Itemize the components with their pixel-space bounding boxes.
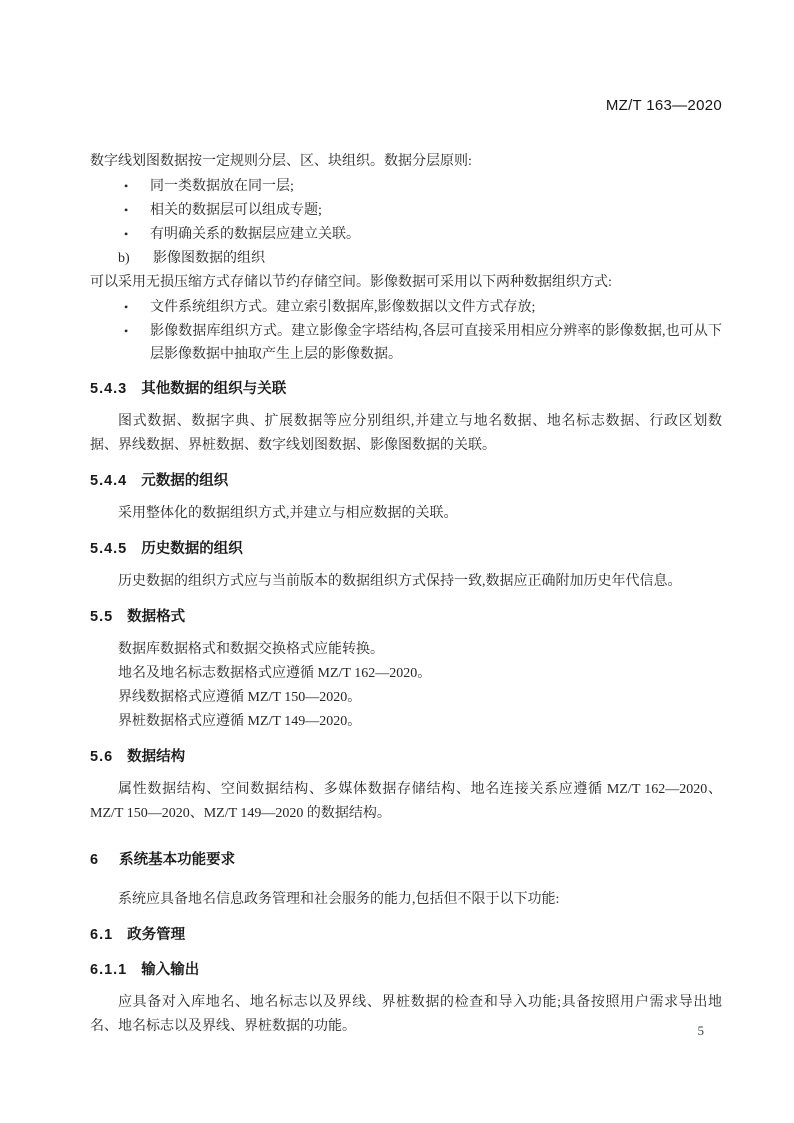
section-heading-5.4.4 [90, 470, 722, 493]
bullet-list-item [90, 223, 722, 246]
section-heading-6.1 [90, 924, 722, 947]
list-item-text: 相关的数据层可以组成专题; [150, 203, 322, 218]
bullet-icon: • [124, 324, 129, 338]
bullet-icon: • [124, 179, 129, 193]
heading-title: 历史数据的组织 [141, 541, 243, 557]
bullet-list-item [90, 296, 722, 319]
list-item-text: 有明确关系的数据层应建立关联。 [150, 227, 360, 242]
list-item-text: 同一类数据放在同一层; [150, 179, 294, 194]
paragraph: 属性数据结构、空间数据结构、多媒体数据存储结构、地名连接关系应遵循 MZ/T 162—2020、MZ/T 150—2020、MZ/T 149—2020 的数据结构。 [90, 782, 722, 821]
section-heading-6 [90, 849, 722, 872]
page-number: 5 [697, 1023, 704, 1038]
heading-title: 系统基本功能要求 [119, 852, 236, 868]
section-heading-5.6 [90, 746, 722, 769]
bullet-list-item [90, 320, 722, 366]
paragraph: 数字线划图数据按一定规则分层、区、块组织。数据分层原则: [90, 154, 472, 169]
list-item-text: 影像图数据的组织 [153, 251, 265, 266]
heading-title: 数据结构 [127, 749, 186, 765]
heading-title: 数据格式 [127, 609, 186, 625]
bullet-icon: • [124, 227, 129, 241]
heading-number: 5.5 [90, 609, 114, 625]
bullet-icon: • [124, 203, 129, 217]
section-heading-5.4.5 [90, 538, 722, 561]
paragraph: 应具备对入库地名、地名标志以及界线、界桩数据的检查和导入功能;具备按照用户需求导出地名、地名标志以及界线、界桩数据的功能。 [90, 995, 722, 1034]
list-item-text: 文件系统组织方式。建立索引数据库,影像数据以文件方式存放; [150, 300, 536, 315]
heading-title: 政务管理 [127, 927, 186, 943]
list-item-text: 影像数据库组织方式。建立影像金字塔结构,各层可直接采用相应分辨率的影像数据,也可从下层影像数据中抽取产生上层的影像数据。 [150, 324, 722, 362]
heading-number: 5.4.5 [90, 541, 128, 557]
list-marker: b) [118, 251, 130, 266]
paragraph: 界桩数据格式应遵循 MZ/T 149—2020。 [118, 714, 362, 729]
paragraph: 历史数据的组织方式应与当前版本的数据组织方式保持一致,数据应正确附加历史年代信息。 [118, 574, 682, 589]
paragraph: 采用整体化的数据组织方式,并建立与相应数据的关联。 [118, 506, 458, 521]
document-body [90, 150, 722, 1039]
section-heading-5.5 [90, 606, 722, 629]
section-heading-5.4.3 [90, 378, 722, 401]
paragraph: 界线数据格式应遵循 MZ/T 150—2020。 [118, 690, 362, 705]
heading-title: 元数据的组织 [141, 473, 229, 489]
heading-number: 6 [90, 852, 100, 868]
heading-number: 5.4.3 [90, 381, 128, 397]
heading-number: 6.1 [90, 927, 114, 943]
heading-title: 输入输出 [141, 962, 200, 978]
heading-number: 5.6 [90, 749, 114, 765]
standard-code-header: MZ/T 163—2020 [605, 97, 722, 114]
paragraph: 图式数据、数据字典、扩展数据等应分别组织,并建立与地名数据、地名标志数据、行政区划数据、界线数据、界桩数据、数字线划图数据、影像图数据的关联。 [90, 414, 722, 453]
section-heading-6.1.1 [90, 959, 722, 982]
paragraph: 数据库数据格式和数据交换格式应能转换。 [118, 642, 384, 657]
paragraph: 可以采用无损压缩方式存储以节约存储空间。影像数据可采用以下两种数据组织方式: [90, 275, 612, 290]
paragraph: 系统应具备地名信息政务管理和社会服务的能力,包括但不限于以下功能: [118, 892, 560, 907]
heading-number: 5.4.4 [90, 473, 128, 489]
bullet-list-item [90, 175, 722, 198]
alpha-list-item [90, 247, 722, 271]
bullet-list-item [90, 199, 722, 222]
heading-number: 6.1.1 [90, 962, 128, 978]
heading-title: 其他数据的组织与关联 [141, 381, 287, 397]
bullet-icon: • [124, 300, 129, 314]
paragraph: 地名及地名标志数据格式应遵循 MZ/T 162—2020。 [118, 666, 432, 681]
